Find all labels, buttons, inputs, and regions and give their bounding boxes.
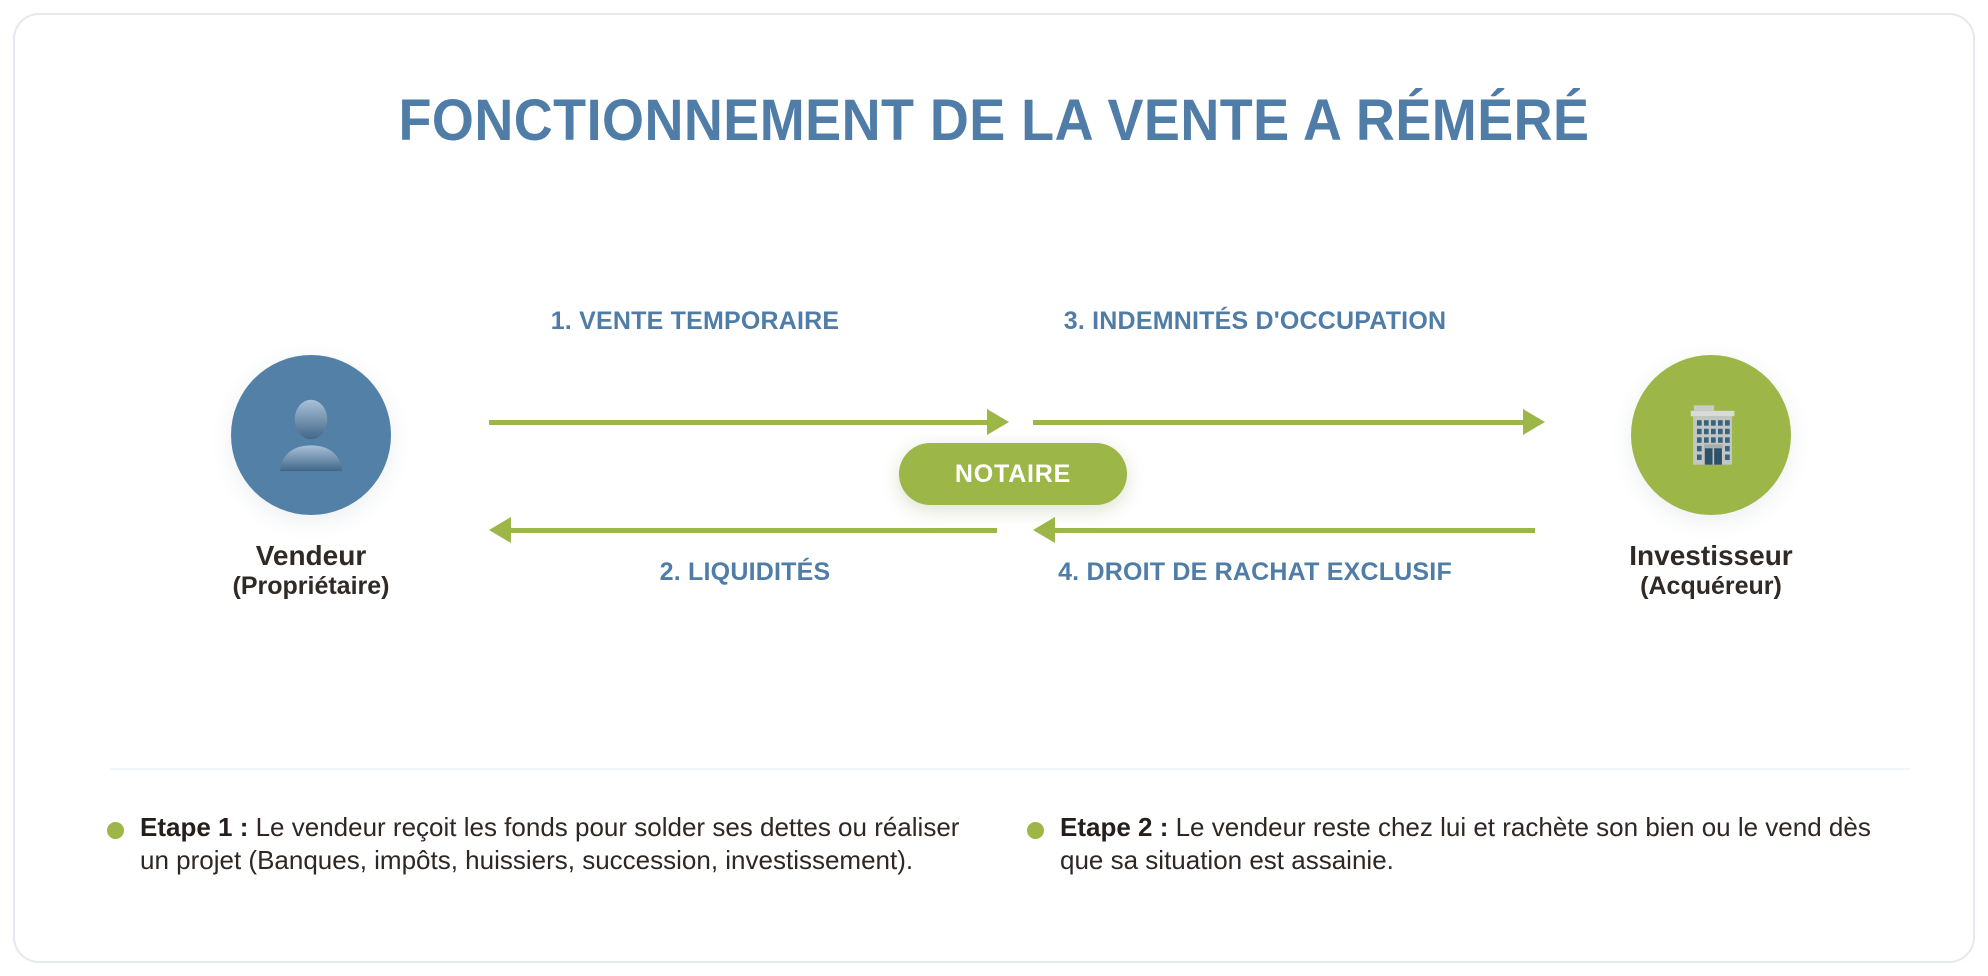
actor-sub-vendeur: (Propriétaire) [232,572,390,601]
flow-arrow-4-head [1033,517,1055,543]
note-etape-2 [1027,811,1907,877]
flow-arrow-2-line [511,528,997,533]
note-1-text [140,811,987,877]
notaire-label: NOTAIRE [954,459,1072,488]
flow-arrow-1-line [489,420,987,425]
actor-name-investisseur: Investisseur [1629,540,1793,571]
note-2-text [1060,811,1907,877]
note-2-label: Etape 2 : [1060,812,1169,842]
flow-diagram [15,307,1973,655]
flow-label-1: 1. VENTE TEMPORAIRE [550,307,840,335]
note-etape-1 [107,811,987,877]
infographic-card [13,13,1975,963]
flow-label-2: 2. LIQUIDITÉS [659,558,831,586]
actor-vendeur [211,355,411,602]
flow-arrow-1-head [987,409,1009,435]
note-1-label: Etape 1 : [140,812,249,842]
flow-arrow-2-head [489,517,511,543]
actor-investisseur [1611,355,1811,602]
vendeur-avatar-circle [231,355,391,515]
page-title: FONCTIONNEMENT DE LA VENTE A RÉMÉRÉ [398,88,1590,153]
bullet-icon [1027,822,1044,839]
section-divider [110,768,1910,770]
notaire-badge [899,443,1127,505]
note-1-body: Le vendeur reçoit les fonds pour solder ses dettes ou réaliser un projet (Banques, impôts, huissiers, succession, investissement). [140,812,960,875]
flow-arrow-3-line [1033,420,1523,425]
investisseur-avatar-circle [1631,355,1791,515]
actor-sub-investisseur: (Acquéreur) [1640,572,1782,601]
person-icon [268,392,354,478]
actor-name-vendeur: Vendeur [255,540,367,571]
flow-arrow-4-line [1055,528,1535,533]
flow-label-4: 4. DROIT DE RACHAT EXCLUSIF [1058,558,1452,586]
building-icon [1672,396,1750,474]
bullet-icon [107,822,124,839]
flow-label-3: 3. INDEMNITÉS D'OCCUPATION [1063,307,1447,335]
flow-arrow-3-head [1523,409,1545,435]
note-2-body: Le vendeur reste chez lui et rachète son bien ou le vend dès que sa situation est assainie. [1060,812,1871,875]
